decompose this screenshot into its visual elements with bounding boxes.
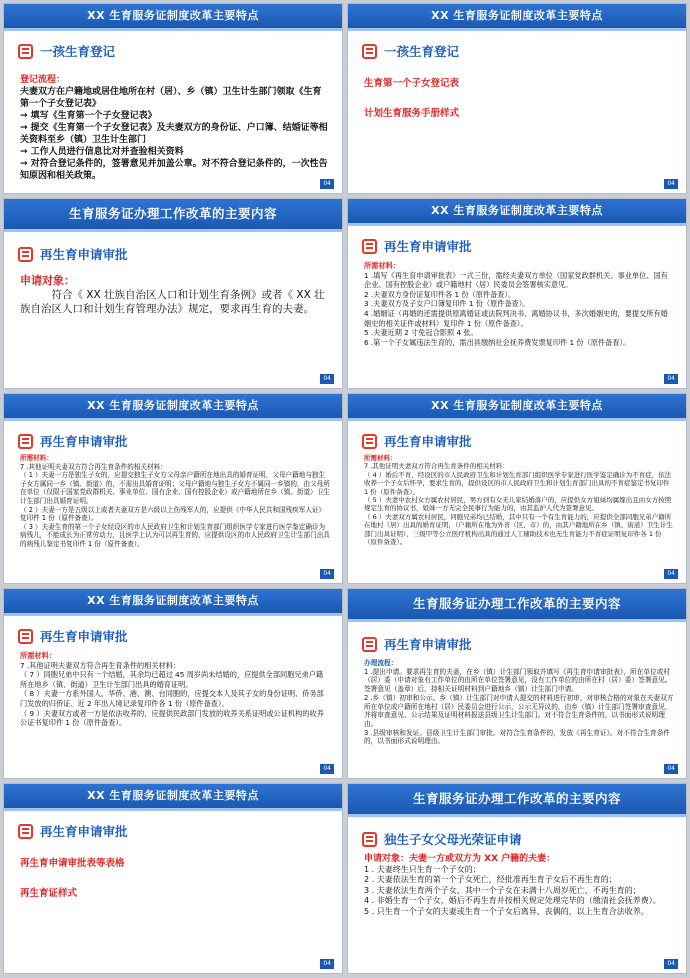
text-line: （ 6 ）夫妻双方属农村居民，同胞兄弟均已结婚，其中只有一个有生育能力的，应提供全部同胞兄弟户籍所在地村（居）出具的婚育证明，（户籍所在地为外省（区、市）的，由其户籍地所在乡（镇、街道）卫生计生部门出具证明）、三级甲等公立医疗机构出具的通过人工辅助技术也无生育能力不育症证明复印件各 1 份（原件备查）。 <box>364 512 673 547</box>
page-footer: 04 <box>320 959 334 969</box>
slide-9 <box>3 783 343 974</box>
slide-subtitle: 一孩生育登记 <box>40 44 116 59</box>
slide-header: XX 生育服务证制度改革主要特点 <box>4 784 342 808</box>
text-line: （ 2 ）夫妻一方是五级以上或者夫妻双方是六级以上伤残军人的，应提供《中华人民共和国残疾军人证》复印件 1 份（原件备查）。 <box>20 505 326 523</box>
text-line: 生育第一个子女登记表 <box>364 78 460 89</box>
slide-subtitle: 再生育申请审批 <box>384 239 472 254</box>
page-footer: 04 <box>320 179 334 189</box>
text-line: 4 .婚姻证（再婚的还需提供原离婚证或法院判决书、离婚协议书，多次婚姻史的，要提交所有婚姻史的相关证件或材料）复印件 1 份（原件备查）。 <box>364 308 668 328</box>
slide-6 <box>347 393 687 584</box>
slide-body <box>364 454 674 546</box>
slide-4 <box>347 198 687 389</box>
slide-subtitle-row <box>18 245 128 263</box>
text-line: 所需材料： <box>20 651 56 660</box>
text-line: 登记流程： <box>20 75 66 85</box>
text-line: → 工作人员进行信息比对并查验相关资料 <box>20 147 184 157</box>
text-line: （ 5 ）夫妻中农村女方属农村居民，男方到有女无儿家结婚落户的，应提供女方姐妹均属嫁出且由女方按照规定生育的协议书，姐妹一方无完全民事行为能力的，由其监护人代为签署意见。 <box>364 496 672 513</box>
slide-subtitle: 再生育申请审批 <box>40 247 128 262</box>
slide-header: XX 生育服务证制度改革主要特点 <box>4 394 342 418</box>
slide-3 <box>3 198 343 389</box>
text-line: （ 9 ）夫妻双方或者一方是依法收养的，应提供民政部门发放的收养关系证明或公证机构的收养公证书复印件 1 份（原件备查）。 <box>20 708 324 728</box>
slide-2 <box>347 3 687 194</box>
text-line: → 填写《生育第一个子女登记表》 <box>20 111 157 121</box>
text-line: 申请对象： <box>20 274 75 287</box>
text-line: 再生育申请审批表等表格 <box>20 858 125 869</box>
slide-body <box>364 854 674 918</box>
slide-subtitle: 再生育申请审批 <box>40 629 128 644</box>
list-icon <box>362 434 377 449</box>
page-footer: 04 <box>664 764 678 774</box>
list-icon <box>18 629 33 644</box>
text-line: 再生育证样式 <box>20 888 78 899</box>
slide-body <box>20 274 330 316</box>
text-line: 7 .其他证明夫妻双方符合再生育条件的相关材料： <box>364 462 509 471</box>
text-line: 夫妻双方在户籍地或居住地所在村（居）、乡（镇）卫生计生部门领取《生育第一个子女登记表》 <box>20 87 322 109</box>
slide-header: 生育服务证办理工作改革的主要内容 <box>348 589 686 619</box>
slide-header: XX 生育服务证制度改革主要特点 <box>348 4 686 28</box>
text-line: 符合《 XX 壮族自治区人口和计划生育条例》或者《 XX 壮族自治区人口和计划生育管理办法》规定，要求再生育的夫妻。 <box>20 289 325 315</box>
slide-subtitle-row <box>18 822 128 840</box>
text-line: 所需材料： <box>20 454 53 462</box>
text-line: 3 . 夫妻依法生育两个子女，其中一个子女在未满十八周岁死亡，不再生育的； <box>364 885 641 895</box>
page-footer: 04 <box>320 764 334 774</box>
slide-subtitle-row <box>18 432 128 450</box>
slide-subtitle-row <box>362 432 472 450</box>
text-line: 申请对象：夫妻一方或双方为 XX 户籍的夫妻： <box>364 854 556 864</box>
slide-7 <box>3 588 343 779</box>
slide-subtitle: 一孩生育登记 <box>384 44 460 59</box>
text-line: （ 4 ）婚后不育，经设区的市人民政府卫生和计划生育部门组织医学专家进行医学鉴定确诊为不育症，依法收养一个子女后怀孕，要求生育的，提供设区的市人民政府卫生和计划生育部门出具的不育症鉴定书复印件 1 份（原件备查）。 <box>364 470 672 496</box>
text-line: 1 .填写《再生育申请审批表》一式三份，需经夫妻双方单位（国家党政群机关、事业单位、国有企业、国有控股企业）或户籍地村（居）民委员会签署核实意见。 <box>364 270 668 290</box>
slide-subtitle-row <box>362 830 522 848</box>
page-footer: 04 <box>664 569 678 579</box>
list-icon <box>362 832 377 847</box>
list-icon <box>18 824 33 839</box>
slide-1 <box>3 3 343 194</box>
slide-subtitle: 再生育申请审批 <box>384 637 472 652</box>
text-line: （ 1 ）夫妻一方是独生子女的，应提交独生子女方父母亲户籍所在地出具的婚育证明，父母户籍地与独生子女方属同一乡（镇、街道）的，不需出具婚育证明；父母户籍地与独生子女方不属同一乡镇的，由父母所在单位（仅限于国家党政群机关、事业单位、国有企业、国有控股企业）或户籍地所在乡（镇、街道）卫生计生部门出具婚育证明。 <box>20 471 330 505</box>
slide-10 <box>347 783 687 974</box>
text-line: 7 .其他证明夫妻双方符合再生育条件的相关材料： <box>20 660 181 670</box>
slide-body <box>364 659 674 746</box>
list-icon <box>18 434 33 449</box>
slide-body <box>364 261 674 347</box>
slide-body <box>20 858 330 900</box>
slide-subtitle-row <box>18 627 128 645</box>
text-line: → 提交《生育第一个子女登记表》及夫妻双方的身份证、户口簿、结婚证等相关资料至乡（镇）卫生计生部门 <box>20 123 328 145</box>
text-line: 3 .夫妻双方及子女户口簿复印件 1 份（原件备查）。 <box>364 299 530 309</box>
slide-subtitle-row <box>362 635 472 653</box>
slide-subtitle: 再生育申请审批 <box>40 434 128 449</box>
list-icon <box>362 44 377 59</box>
text-line: 6 .第一个子女属违法生育的，需出具缴纳社会抚养费发票复印件 1 份（原件备查）。 <box>364 337 631 347</box>
text-line: 2 .乡（镇）初审和公示。乡（镇）计生部门对申请人提交的材料进行初审，对审核合格的对象在夫妻双方所在单位或户籍所在地村（居）民委员会进行公示，公示无异议的，由乡（镇）计生部门签署审查意见，并将审查意见、公示结果及证明材料报送县级卫生计生部门。对不符合生育条件的，以书面形式说明理由。 <box>364 693 674 728</box>
slide-8 <box>347 588 687 779</box>
slide-body <box>20 454 330 549</box>
text-line: 计划生育服务手册样式 <box>364 108 460 119</box>
slide-body <box>20 74 330 182</box>
slide-header: 生育服务证办理工作改革的主要内容 <box>348 784 686 814</box>
text-line: 5 . 只生育一个子女的夫妻或生育一个子女后离异、丧偶的，以上生育合法收养。 <box>364 906 649 916</box>
slide-subtitle-row <box>18 42 115 60</box>
text-line: 3 .县级审核和发证。县级卫生计生部门审批。对符合生育条件的，发放《再生育证》。对不符合生育条件的，以书面形式说明理由。 <box>364 728 671 746</box>
slide-subtitle: 独生子女父母光荣证申请 <box>384 832 522 847</box>
text-line: 7 .其他证明夫妻双方符合再生育条件的相关材料： <box>20 462 167 471</box>
slide-header: XX 生育服务证制度改革主要特点 <box>4 4 342 28</box>
page-footer: 04 <box>320 569 334 579</box>
slide-body <box>20 651 330 728</box>
text-line: 办理流程： <box>364 659 398 667</box>
page-footer: 04 <box>664 179 678 189</box>
slide-header: 生育服务证办理工作改革的主要内容 <box>4 199 342 229</box>
list-icon <box>18 247 33 262</box>
text-line: 2 . 夫妻依法生育的第一个子女死亡，经批准再生育子女后不再生育的； <box>364 875 617 885</box>
text-line: 1 . 夫妻终生只生育一个子女的； <box>364 864 481 874</box>
slide-header: XX 生育服务证制度改革主要特点 <box>348 199 686 223</box>
slide-subtitle-row <box>362 42 459 60</box>
text-line: → 对符合登记条件的，签署意见并加盖公章。对不符合登记条件的，一次性告知原因和相关政策。 <box>20 159 328 181</box>
list-icon <box>362 239 377 254</box>
slide-header: XX 生育服务证制度改革主要特点 <box>4 589 342 613</box>
slide-subtitle: 再生育申请审批 <box>40 824 128 839</box>
text-line: 1 .提出申请。要求再生育的夫妻，在乡（镇）计生部门领取并填写《再生育申请审批表》，所在单位或村（居）委（申请对象有工作单位的由所在单位签署意见，没有工作单位的由所在村（居）委）签署意见。签署意见（盖章）后，持相关证明材料到户籍地乡（镇）计生部门申请。 <box>364 667 672 694</box>
text-line: 4 . 非婚生育一个子女，婚后不再生育并按相关规定处理完毕的（缴清社会抚养费）。 <box>364 896 661 906</box>
text-line: （ 3 ）夫妻生育的第一个子女经设区的市人民政府卫生和计划生育部门组织医学专家进行医学鉴定确诊为病残儿，不能成长为正常劳动力，且医学上认为可以再生育的，应提供设区的市人民政府卫生计生部门出具的病残儿鉴定书复印件 1 份（原件备查）。 <box>20 522 330 548</box>
page-footer: 04 <box>664 374 678 384</box>
slide-subtitle-row <box>362 237 472 255</box>
text-line: （ 7 ）同胞兄弟中只有一个结婚，其余均已超过 45 周岁尚未结婚的，应提供全部同胞兄弟户籍所在地乡（镇、街道）卫生计生部门出具的婚育证明。 <box>20 670 324 689</box>
text-line: （ 8 ）夫妻一方系外国人、华侨、港、澳、台同胞的，应提交本人及其子女的身份证明、侨务部门发放的归侨证、近 2 年出入境记录复印件各 1 份（原件备查）。 <box>20 689 324 708</box>
slide-subtitle: 再生育申请审批 <box>384 434 472 449</box>
text-line: 5 .夫妻近期 2 寸免冠合影照 4 张。 <box>364 328 478 338</box>
slide-5 <box>3 393 343 584</box>
page-footer: 04 <box>320 374 334 384</box>
slide-body <box>364 78 674 120</box>
slide-header: XX 生育服务证制度改革主要特点 <box>348 394 686 418</box>
text-line: 所需材料： <box>364 454 397 462</box>
list-icon <box>362 637 377 652</box>
text-line: 2 .夫妻双方身份证复印件各 1 份（原件备查）。 <box>364 289 516 299</box>
list-icon <box>18 44 33 59</box>
page-footer: 04 <box>664 959 678 969</box>
text-line: 所需材料： <box>364 261 400 270</box>
